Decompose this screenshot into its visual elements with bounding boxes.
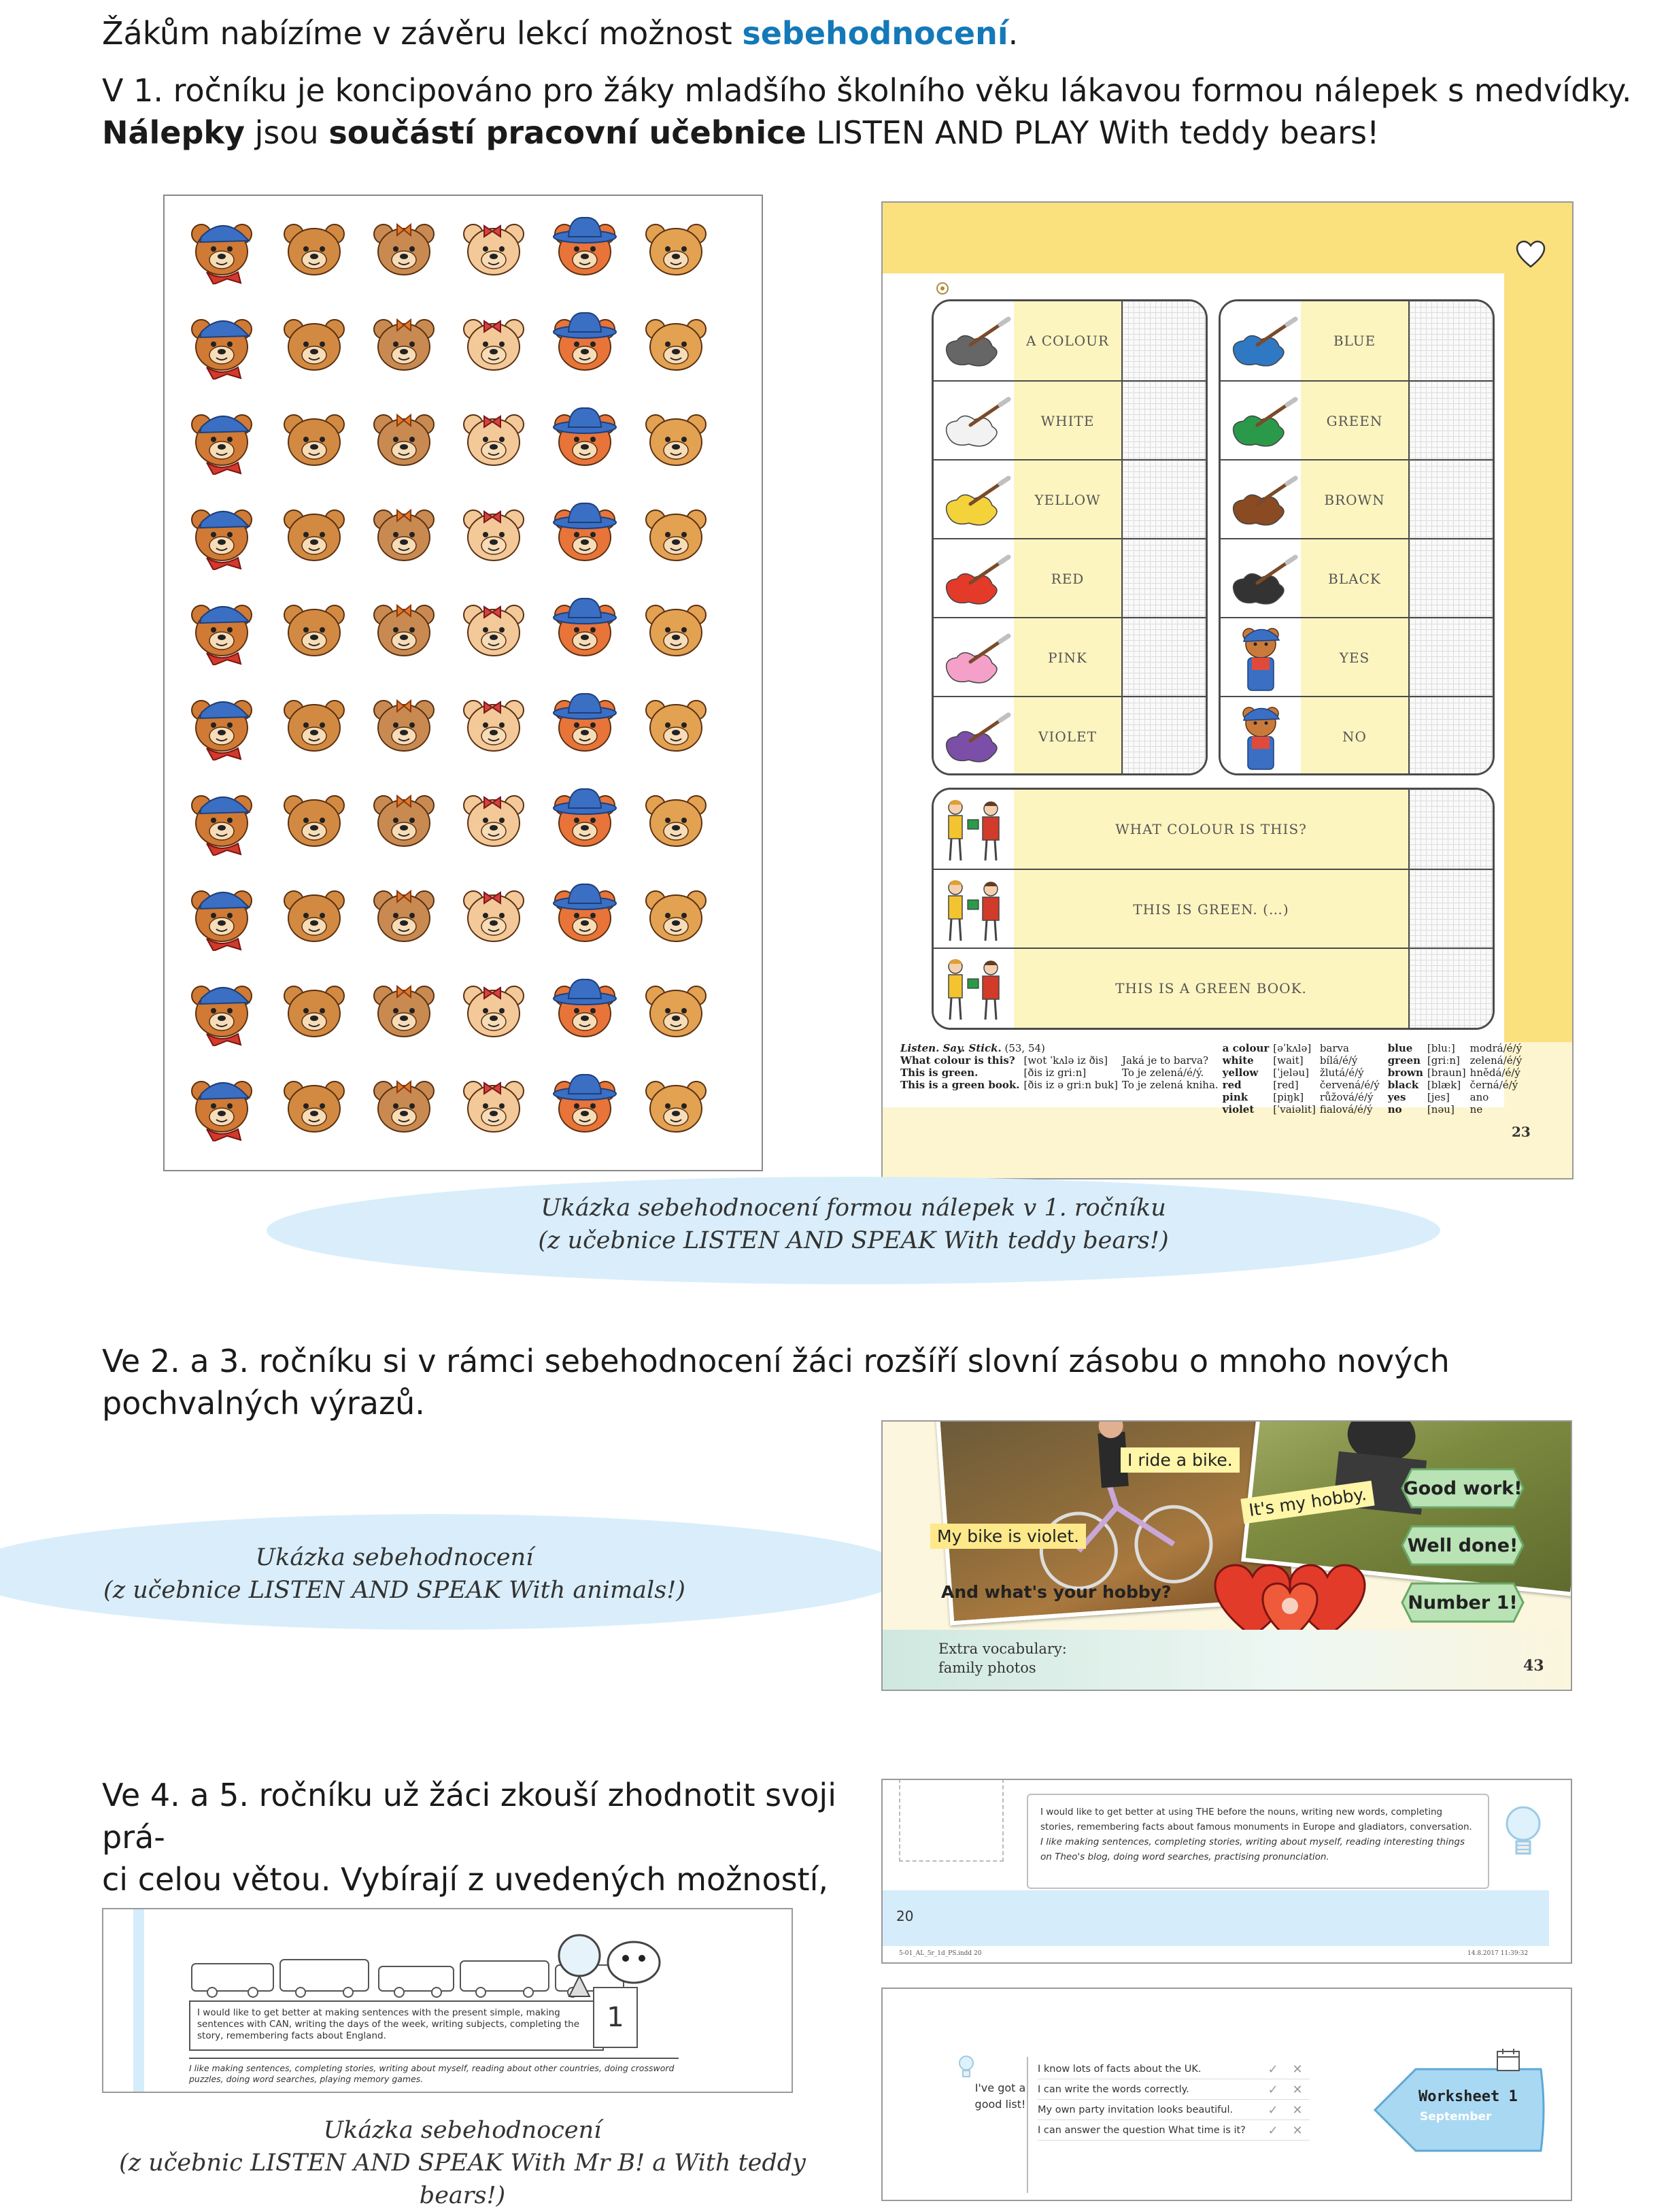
- phrase-label: THIS IS A GREEN BOOK.: [1014, 949, 1410, 1028]
- speech-bubble-violet: My bike is violet.: [930, 1524, 1086, 1549]
- children-icon: [934, 949, 1014, 1028]
- sticker-slot[interactable]: [1410, 460, 1493, 539]
- bear-sticker-icon: [186, 594, 257, 665]
- paint-splash-icon: [934, 539, 1014, 618]
- bear-sticker-icon: [279, 975, 350, 1046]
- bear-sticker-icon: [369, 785, 439, 856]
- bear-sticker-icon: [549, 880, 620, 951]
- bear-sticker-icon: [458, 785, 529, 856]
- vocab-row: This is a green book. [ðis iz ə griːn buk] To je zelená kniha. red [red] červená/é/ý black [blæk] černá/é/ý: [900, 1079, 1518, 1091]
- paint-splash-icon: [1221, 539, 1301, 618]
- print-footer-right: 14.8.2017 11:39:32: [1467, 1950, 1529, 1957]
- bear-sticker-icon: [279, 1071, 350, 1141]
- bear-sticker-icon: [641, 214, 711, 284]
- colour-row: [934, 380, 1206, 460]
- phrase-label: THIS IS GREEN. (…): [1014, 870, 1410, 949]
- colour-row: [1221, 696, 1493, 775]
- worksheet-title: Worksheet 1: [1418, 2088, 1518, 2105]
- vocabulary-table: [900, 1042, 1526, 1116]
- colour-picture: [1221, 460, 1302, 539]
- self-evaluation-box: I would like to get better at making sentences with the present simple, making sentences with CAN, writing the days of the week, writing subjects, completing the story, remembering facts about England.: [189, 2000, 604, 2051]
- bear-sticker-icon: [549, 975, 620, 1046]
- paint-splash-icon: [934, 460, 1014, 539]
- bear-sticker-icon: [279, 404, 350, 475]
- colour-row: [1221, 301, 1493, 380]
- speech-bubble-hobby: It's my hobby.: [1240, 1481, 1374, 1524]
- dashed-sticker-frame: [899, 1779, 1004, 1862]
- sticker-slot[interactable]: [1123, 697, 1206, 775]
- colour-label: RED: [1014, 539, 1123, 618]
- colour-row: [934, 696, 1206, 775]
- checklist-text: I can answer the question What time is it?: [1038, 2125, 1246, 2136]
- vocab-row: violet [ˈvaiəlit] fialová/é/ý no [nəu] ne: [1222, 1103, 1483, 1116]
- page-number: 23: [1512, 1124, 1531, 1140]
- bear-sticker-icon: [186, 309, 257, 380]
- vocab-row: pink [piŋk] růžová/é/ý yes [jes] ano: [1222, 1091, 1489, 1103]
- bear-sticker-icon: [279, 594, 350, 665]
- colour-picture: [934, 697, 1015, 775]
- bear-sticker-icon: [549, 309, 620, 380]
- yellow-top-band: [883, 203, 1572, 273]
- cross-icon[interactable]: ✕: [1292, 2123, 1303, 2138]
- children-picture: [934, 949, 1015, 1028]
- bear-sticker-icon: [279, 214, 350, 284]
- colour-row: [934, 538, 1206, 618]
- bear-sticker-icon: [458, 499, 529, 570]
- vocab-row: What colour is this? [wot ˈkʌlə iz ðis] Jaká je to barva? white [wait] bílá/é/ý green [griːn] zelená/é/ý: [900, 1054, 1523, 1067]
- bear-sticker-icon: [186, 880, 257, 951]
- paint-splash-icon: [1221, 301, 1301, 380]
- phrase-label: WHAT COLOUR IS THIS?: [1014, 790, 1410, 869]
- colour-label: BLUE: [1301, 301, 1410, 380]
- check-icon[interactable]: ✓: [1268, 2062, 1278, 2077]
- sticker-slot[interactable]: [1410, 949, 1493, 1028]
- bear-sticker-icon: [369, 214, 439, 284]
- check-icon[interactable]: ✓: [1268, 2082, 1278, 2097]
- colour-label: WHITE: [1014, 382, 1123, 460]
- phrase-row: [934, 790, 1493, 869]
- worksheet-1: [881, 1988, 1572, 2201]
- colour-row: [1221, 538, 1493, 618]
- bear-sticker-icon: [369, 499, 439, 570]
- bear-sticker-icon: [458, 594, 529, 665]
- bear-sticker-icon: [369, 594, 439, 665]
- vocab-row: Listen. Say. Stick. (53, 54) a colour [əˈkʌlə] barva blue [bluː] modrá/é/ý: [900, 1042, 1523, 1054]
- page-number-band: [883, 1890, 1549, 1946]
- colour-row: [1221, 380, 1493, 460]
- badge-good-work: Good work!: [1399, 1467, 1526, 1510]
- colour-label: BROWN: [1301, 460, 1410, 539]
- bear-boy-icon: [1221, 697, 1301, 775]
- colour-row: [934, 617, 1206, 697]
- bear-sticker-icon: [369, 1071, 439, 1141]
- bear-sticker-icon: [279, 785, 350, 856]
- page-number-20: 20: [896, 1908, 914, 1924]
- good-list-note: I've got a good list!: [974, 2081, 1026, 2111]
- check-icon[interactable]: ✓: [1268, 2123, 1278, 2138]
- vocabulary-section: [900, 1042, 1523, 1116]
- bear-sticker-icon: [549, 404, 620, 475]
- paint-splash-icon: [934, 382, 1014, 460]
- colour-picture: [1221, 697, 1302, 775]
- bear-sticker-icon: [186, 499, 257, 570]
- colour-label: A COLOUR: [1014, 301, 1123, 380]
- blue-side-stripe: [133, 1909, 144, 2092]
- bear-sticker-icon: [369, 309, 439, 380]
- colour-picture: [934, 382, 1015, 460]
- bear-sticker-icon: [458, 880, 529, 951]
- lightbulb-icon: [1503, 1803, 1544, 1864]
- heart-icon: [1515, 239, 1546, 271]
- bear-sticker-icon: [279, 880, 350, 951]
- colour-label: GREEN: [1301, 382, 1410, 460]
- sticker-slot[interactable]: [1410, 301, 1493, 380]
- sticker-slot[interactable]: [1123, 301, 1206, 380]
- bear-sticker-icon: [279, 309, 350, 380]
- bear-sticker-icon: [458, 214, 529, 284]
- lightbulb-icon: [956, 2054, 976, 2081]
- bear-sticker-icon: [369, 690, 439, 760]
- cross-icon[interactable]: ✕: [1292, 2062, 1303, 2077]
- colour-picture: [934, 539, 1015, 618]
- sticker-slot[interactable]: [1410, 697, 1493, 775]
- children-icon: [934, 790, 1014, 869]
- sticker-slot[interactable]: [1410, 618, 1493, 697]
- check-icon[interactable]: ✓: [1268, 2102, 1278, 2117]
- bear-sticker-icon: [641, 404, 711, 475]
- caption-1-line-1: Ukázka sebehodnocení formou nálepek v 1. ročníku: [541, 1194, 1166, 1222]
- question-text: And what's your hobby?: [941, 1582, 1172, 1602]
- bear-sticker-icon: [458, 404, 529, 475]
- bear-sticker-icon: [186, 1071, 257, 1141]
- caption-2-line-1: Ukázka sebehodnocení: [255, 1544, 534, 1571]
- checklist-text: My own party invitation looks beautiful.: [1038, 2105, 1234, 2115]
- children-picture: [934, 790, 1015, 869]
- bear-sticker-icon: [369, 975, 439, 1046]
- bear-sticker-icon: [641, 1071, 711, 1141]
- textbook-page-43: [881, 1420, 1572, 1691]
- yellow-side-band: [1504, 203, 1572, 1042]
- speech-bubble-ride: I ride a bike.: [1121, 1447, 1240, 1473]
- phrase-box: [932, 788, 1495, 1030]
- colour-picture: [934, 618, 1015, 697]
- bear-sticker-icon: [641, 594, 711, 665]
- colour-picture: [1221, 382, 1302, 460]
- paint-splash-icon: [934, 618, 1014, 697]
- checklist-item: [1038, 2100, 1310, 2120]
- paragraph-grades-4-5: Ve 4. a 5. ročníku už žáci zkouší zhodnotit svoji prá- ci celou větou. Vybírají z uvedených možností,: [102, 1777, 836, 1898]
- keyword-sebehodnoceni: sebehodnocení: [742, 15, 1008, 52]
- sticker-slot[interactable]: [1410, 870, 1493, 949]
- bear-sticker-icon: [369, 404, 439, 475]
- bear-boy-icon: [1221, 618, 1301, 697]
- checklist-text: I know lots of facts about the UK.: [1038, 2064, 1202, 2075]
- unit-number-box: 1: [593, 1987, 638, 2048]
- extra-vocabulary: Extra vocabulary: family photos: [938, 1641, 1067, 1676]
- bear-sticker-icon: [369, 880, 439, 951]
- colour-row: [1221, 459, 1493, 539]
- phrase-row: [934, 869, 1493, 949]
- page-number-43: 43: [1523, 1657, 1544, 1675]
- intro-line-3: Nálepky jsou součástí pracovní učebnice LISTEN AND PLAY With teddy bears!: [102, 114, 1380, 151]
- paint-splash-icon: [1221, 460, 1301, 539]
- workbook-page-23: [881, 201, 1574, 1179]
- bear-sticker-icon: [549, 499, 620, 570]
- intro-line-1: Žákům nabízíme v závěru lekcí možnost sebehodnocení.: [102, 15, 1019, 52]
- colour-label: YES: [1301, 618, 1410, 697]
- bear-sticker-icon: [186, 975, 257, 1046]
- sticker-sheet: [163, 195, 763, 1171]
- paint-splash-icon: [1221, 382, 1301, 460]
- caption-1: [267, 1192, 1440, 1257]
- bear-sticker-icon: [549, 594, 620, 665]
- colour-label: PINK: [1014, 618, 1123, 697]
- bear-sticker-icon: [641, 880, 711, 951]
- worksheet-arrow: [1371, 2065, 1548, 2155]
- checklist-item: [1038, 2121, 1310, 2141]
- caption-3-line-1: Ukázka sebehodnocení: [323, 2117, 602, 2144]
- colour-picture: [1221, 301, 1302, 380]
- paint-splash-icon: [934, 301, 1014, 380]
- colour-picture: [934, 460, 1015, 539]
- sticker-slot[interactable]: [1410, 790, 1493, 869]
- caption-1-line-2: (z učebnice LISTEN AND SPEAK With teddy bears!): [538, 1227, 1169, 1254]
- colour-box-left: [932, 299, 1208, 775]
- sticker-slot[interactable]: [1410, 539, 1493, 618]
- bear-sticker-icon: [279, 690, 350, 760]
- colour-picture: [1221, 539, 1302, 618]
- bear-sticker-icon: [186, 785, 257, 856]
- caption-2-line-2: (z učebnice LISTEN AND SPEAK With animals!): [103, 1577, 685, 1604]
- bear-sticker-icon: [279, 499, 350, 570]
- colour-label: BLACK: [1301, 539, 1410, 618]
- colour-box-right: [1219, 299, 1495, 775]
- intro-line-2: V 1. ročníku je koncipováno pro žáky mladšího školního věku lákavou formou nálepek s medvídky.: [102, 72, 1632, 109]
- cross-icon[interactable]: ✕: [1292, 2102, 1303, 2117]
- checklist-item: [1038, 2080, 1310, 2100]
- caption-2: [82, 1541, 707, 1607]
- checklist-item: [1038, 2060, 1310, 2079]
- bear-sticker-icon: [641, 975, 711, 1046]
- badge-number-1: Number 1!: [1399, 1581, 1526, 1624]
- sticker-slot[interactable]: [1123, 382, 1206, 460]
- textbook-page-20: [881, 1779, 1572, 1964]
- colour-label: VIOLET: [1014, 697, 1123, 775]
- likes-text: I like making sentences, completing stories, writing about myself, reading about other countries, doing crossword puzzles, doing word searches, playing memory games.: [189, 2058, 679, 2085]
- bear-sticker-icon: [186, 404, 257, 475]
- sticker-slot[interactable]: [1410, 382, 1493, 460]
- bear-sticker-icon: [641, 785, 711, 856]
- colour-row: [934, 301, 1206, 380]
- checklist-text: I can write the words correctly.: [1038, 2084, 1189, 2095]
- colour-picture: [1221, 618, 1302, 697]
- bear-sticker-icon: [641, 499, 711, 570]
- bear-sticker-icon: [186, 690, 257, 760]
- bear-sticker-icon: [549, 1071, 620, 1141]
- bear-sticker-icon: [641, 309, 711, 380]
- worksheet-checklist: [1027, 2057, 1314, 2193]
- bear-sticker-icon: [458, 690, 529, 760]
- phrase-row: [934, 948, 1493, 1028]
- children-icon: [934, 870, 1014, 949]
- textbook-self-evaluation-sheet: [102, 1908, 793, 2093]
- worksheet-month: September: [1420, 2110, 1492, 2124]
- print-footer-left: 5-01_AL_5r_1d_PS.indd 20: [899, 1950, 982, 1957]
- sticker-slot[interactable]: [1123, 539, 1206, 618]
- paragraph-grades-2-3: Ve 2. a 3. ročníku si v rámci sebehodnocení žáci rozšíří slovní zásobu o mnoho nových pochvalných výrazů.: [102, 1343, 1450, 1422]
- colour-row: [1221, 617, 1493, 697]
- bear-sticker-icon: [549, 785, 620, 856]
- self-evaluation-text: I would like to get better at using THE before the nouns, writing new words, completing stories, remembering facts about famous monuments in Europe and gladiators, conversation. I like making sentences, completing stories, writing about myself, reading interesting things on Theo's blog, doing word searches, practising pronunciation.: [1027, 1794, 1489, 1889]
- sticker-slot[interactable]: [1123, 460, 1206, 539]
- caption-3-line-2: (z učebnic LISTEN AND SPEAK With Mr B! a With teddy bears!): [119, 2149, 806, 2209]
- bear-sticker-icon: [458, 975, 529, 1046]
- colour-label: YELLOW: [1014, 460, 1123, 539]
- colour-picture: [934, 301, 1015, 380]
- colour-row: [934, 459, 1206, 539]
- caption-3: [82, 2114, 843, 2212]
- sticker-slot[interactable]: [1123, 618, 1206, 697]
- listen-icon: [936, 282, 949, 295]
- paint-splash-icon: [934, 697, 1014, 775]
- bear-sticker-icon: [186, 214, 257, 284]
- colour-label: NO: [1301, 697, 1410, 775]
- bear-sticker-icon: [458, 1071, 529, 1141]
- bear-sticker-icon: [549, 690, 620, 760]
- calendar-icon: [1495, 2046, 1522, 2073]
- bear-sticker-icon: [458, 309, 529, 380]
- bear-sticker-icon: [641, 690, 711, 760]
- vocab-row: This is green. [ðis iz griːn] To je zelená/é/ý. yellow [ˈjeləu] žlutá/é/ý brown [braun] hnědá/é/ý: [900, 1067, 1520, 1079]
- bear-sticker-icon: [549, 214, 620, 284]
- cross-icon[interactable]: ✕: [1292, 2082, 1303, 2097]
- children-picture: [934, 870, 1015, 949]
- badge-well-done: Well done!: [1399, 1524, 1526, 1567]
